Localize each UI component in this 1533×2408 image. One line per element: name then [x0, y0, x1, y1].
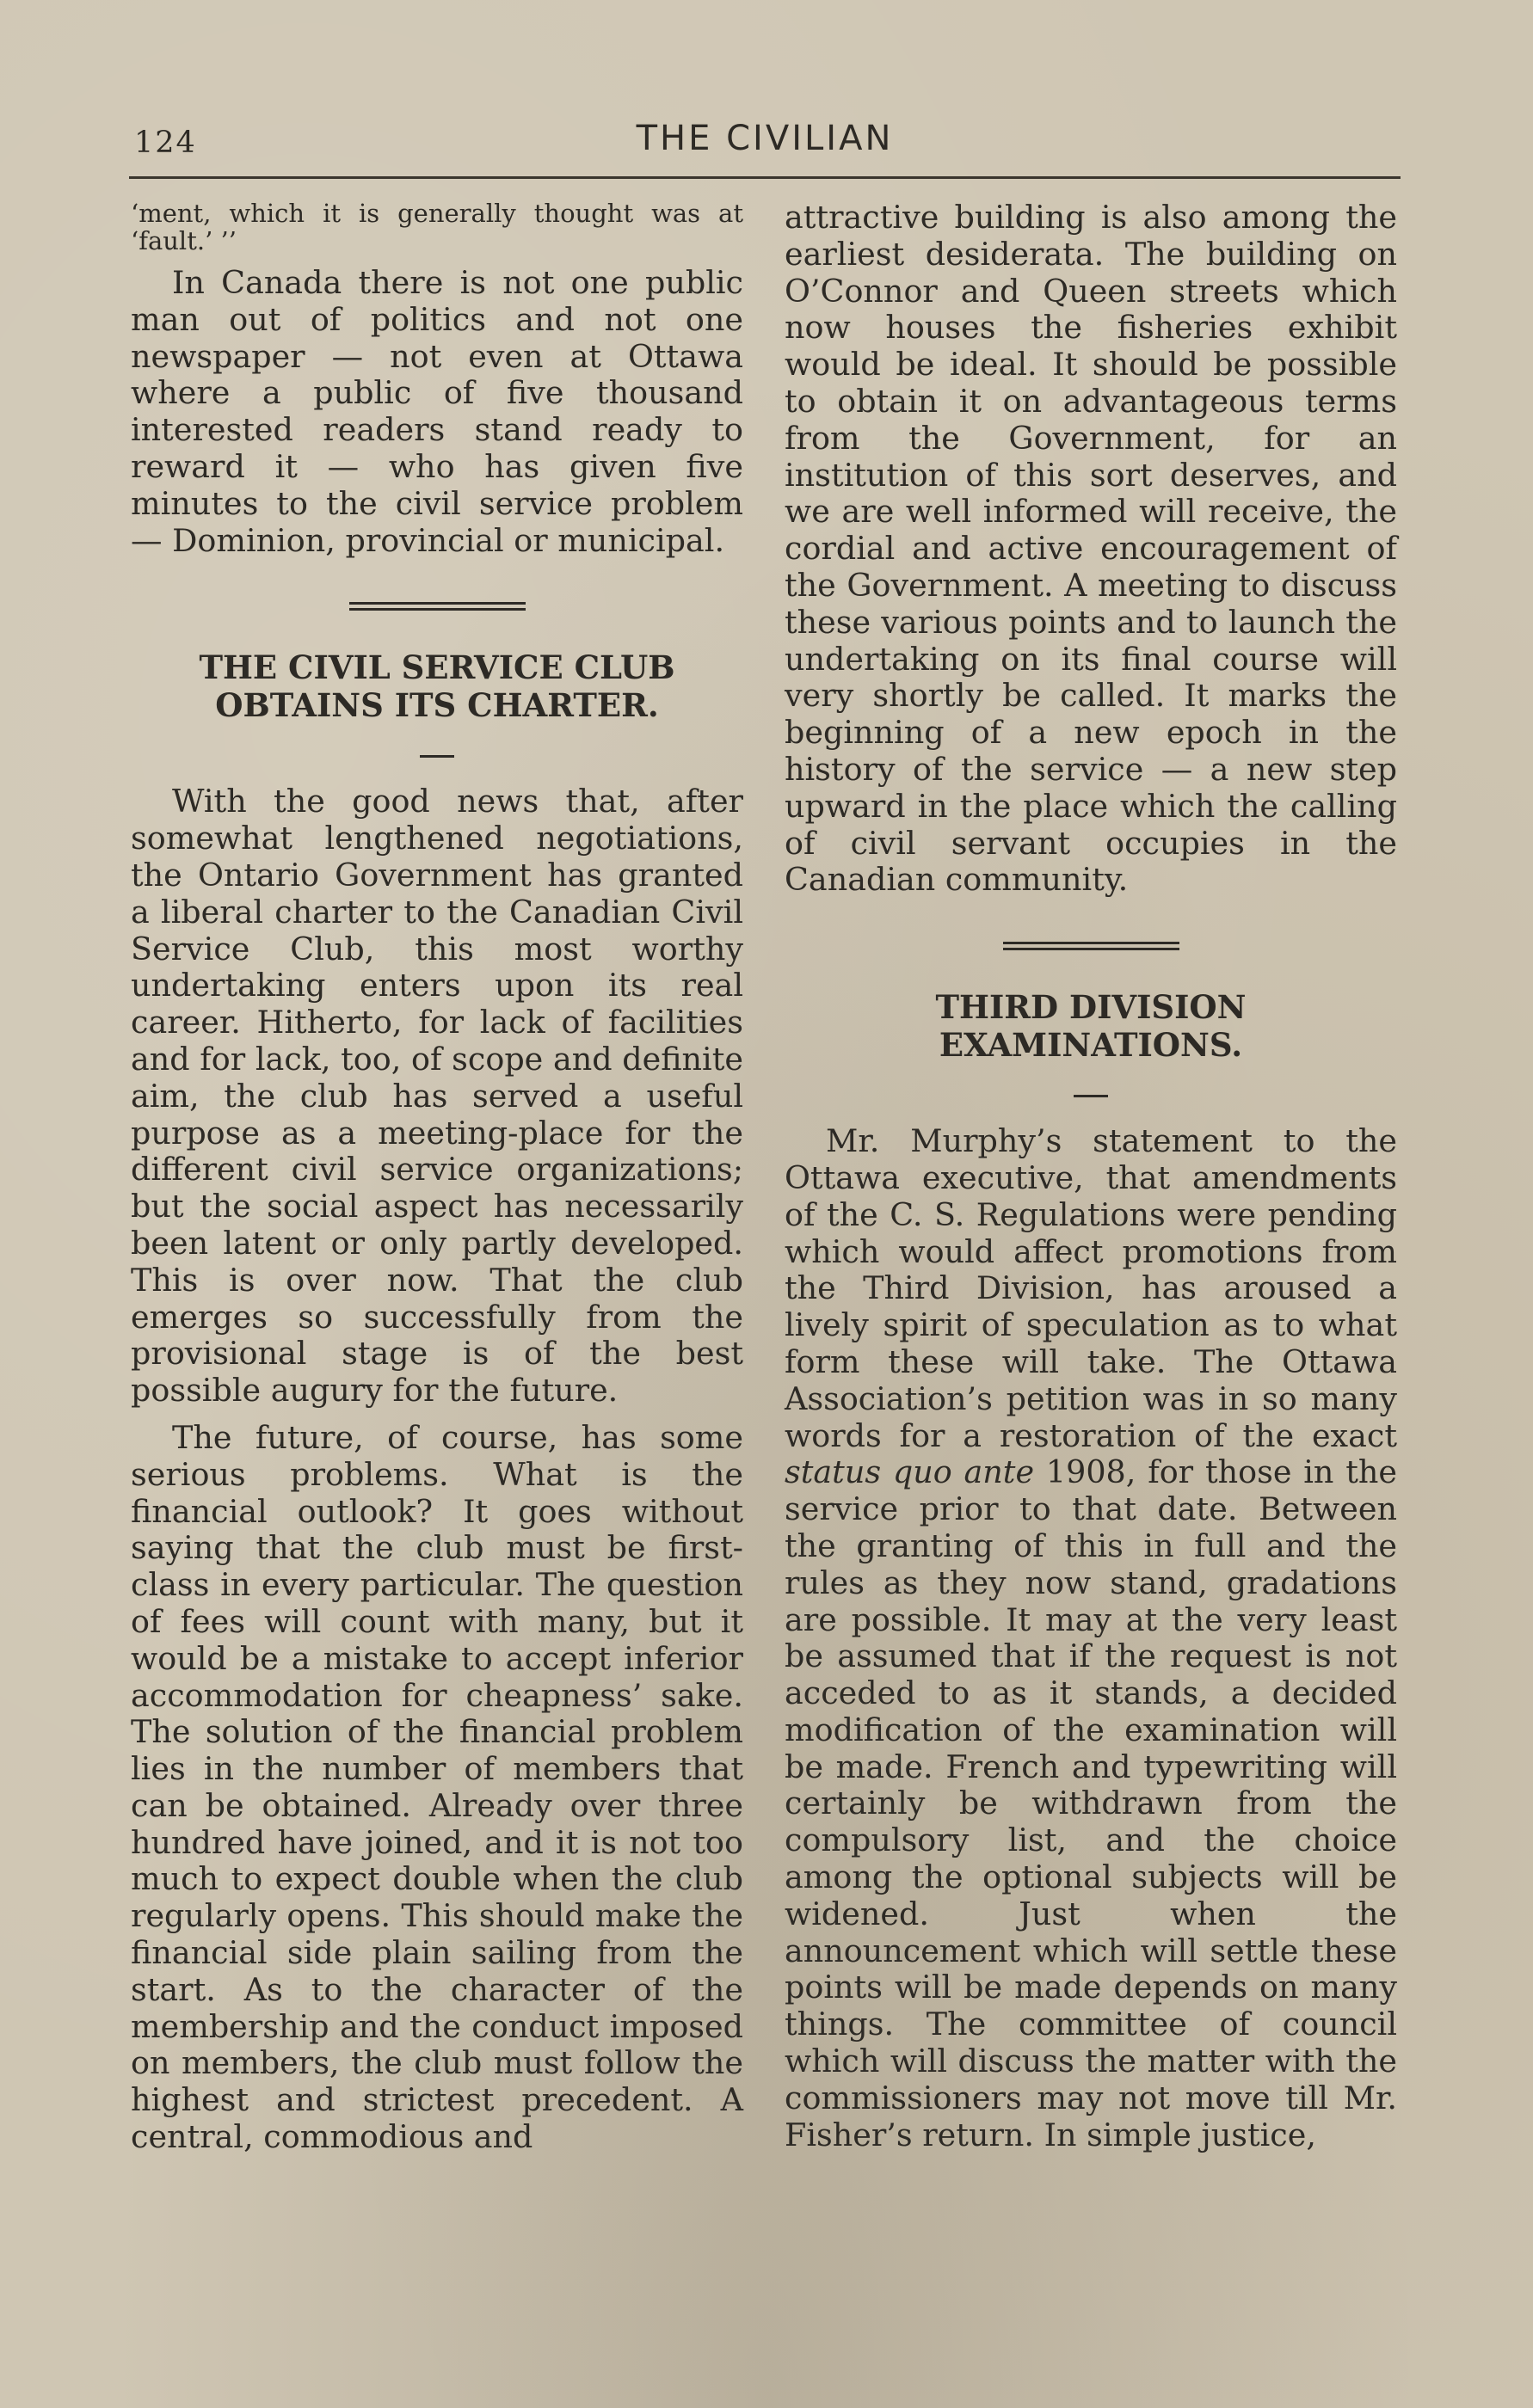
paragraph-murphy-part-2: 1908, for those in the service prior to that date. Between the granting of this in full and the rules as they now stand, gradations are possible. It may at the very least be assumed that if the request is not acceded to as it stands, a decided modification of the examination will be made. French and typewriting will certainly be withdrawn from the compulsory list, and the choice among the optional subjects will be widened. Just when the announcement which will settle these points will be made depends on many things. The committee of council which will discuss the matter with the commissioners may not move till Mr. Fisher’s return. In simple justice,	[785, 1453, 1398, 2153]
page-header	[129, 110, 1401, 170]
section-divider	[349, 602, 526, 611]
article-title-third-division: THIRD DIVISION EXAMINATIONS.	[935, 988, 1247, 1065]
right-column	[785, 200, 1397, 2153]
paragraph-canada: In Canada there is not one public man out of politics and not one newspaper — not even at Ottawa where a public of five thousand interested readers stand ready to reward it — who has given five minutes to the civil service problem — Dominion, provincial or municipal.	[131, 264, 743, 559]
title-dash	[420, 755, 454, 758]
section-divider	[1003, 942, 1179, 950]
title-dash	[1074, 1095, 1108, 1097]
paragraph-future: The future, of course, has some serious problems. What is the financial outlook? It goes without saying that the club must be first-class in every particular. The question of fees will count with many, but it would be a mistake to accept inferior accommodation for cheapness’ sake. The solution of the financial problem lies in the number of members that can be obtained. Already over three hundred have joined, and it is not too much to expect double when the club regularly opens. This should make the financial side plain sailing from the start. As to the character of the membership and the conduct imposed on members, the club must follow the highest and strictest precedent. A central, commodious and	[131, 1418, 743, 2156]
paragraph-murphy	[785, 1123, 1397, 2153]
paragraph-murphy-part-1: Mr. Murphy’s statement to the Ottawa executive, that amendments of the C. S. Regulations were pending which would affect promotions from the Third Division, has aroused a lively spirit of speculation as to what form these will take. The Ottawa Association’s petition was in so many words for a restoration of the exact	[785, 1122, 1397, 1454]
article-title-civil-service-club: THE CIVIL SERVICE CLUB OBTAINS ITS CHARTER.	[199, 648, 675, 725]
paragraph-building: attractive building is also among the earliest desiderata. The building on O’Connor and Queen streets which now houses the fisheries exhibit would be ideal. It should be possible to obtain it on advantageous terms from the Government, for an institution of this sort deserves, and we are well informed will receive, the cordial and active encouragement of the Government. A meeting to discuss these various points and to launch the undertaking on its final course will very shortly be called. It marks the beginning of a new epoch in the history of the service — a new step upward in the place which the calling of civil servant occupies in the Canadian community.	[785, 199, 1397, 899]
paragraph-charter: With the good news that, after somewhat lengthened negotiations, the Ontario Government has granted a liberal charter to the Canadian Civil Service Club, this most worthy undertaking enters upon its real career. Hitherto, for lack of facilities and for lack, too, of scope and definite aim, the club has served a useful purpose as a meeting-place for the different civil service organizations; but the social aspect has necessarily been latent or only partly developed. This is over now. That the club emerges so successfully from the provisional stage is of the best possible augury for the future.	[131, 783, 743, 1410]
publication-title: THE CIVILIAN	[636, 119, 894, 158]
latin-phrase: status quo ante	[785, 1453, 1035, 1491]
continued-quote: ‘ment, which it is generally thought was at ‘fault.’ ’’	[131, 199, 743, 255]
left-column	[131, 200, 743, 2156]
header-rule	[129, 176, 1401, 179]
page-number: 124	[134, 126, 197, 160]
